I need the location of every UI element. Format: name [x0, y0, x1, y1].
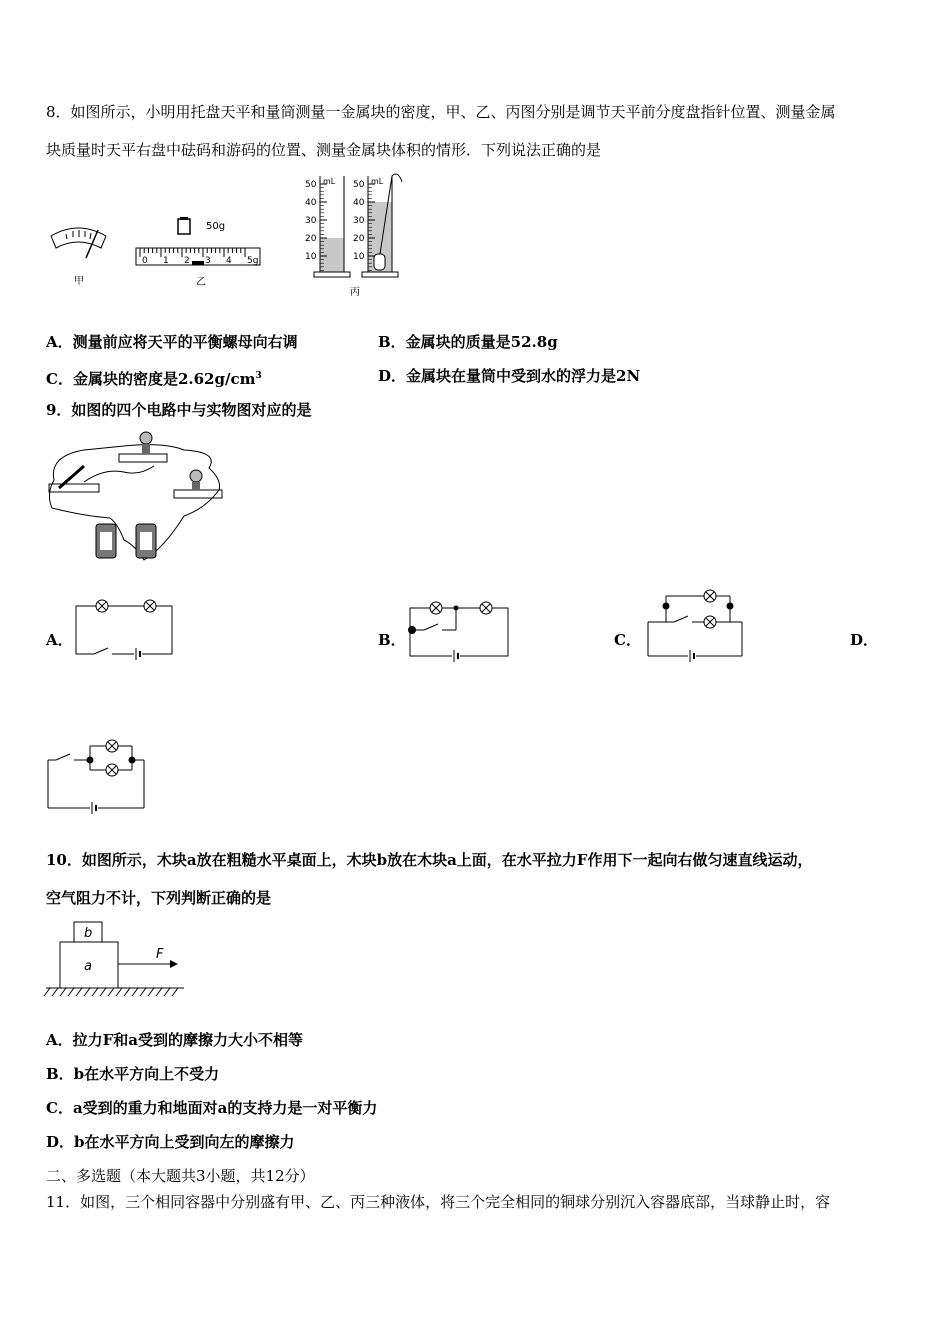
- cylinder-tick-label: 20: [305, 234, 317, 244]
- rider: [192, 261, 204, 265]
- lamp-icon: [430, 602, 442, 614]
- q11-stem-line1: 11．如图，三个相同容器中分别盛有甲、乙、丙三种液体，将三个完全相同的铜球分别沉入容器底部，当球静止时，容: [46, 1193, 831, 1211]
- q9-label-a: A．: [46, 631, 73, 649]
- force-label: F: [156, 947, 164, 962]
- hatch-line: [140, 988, 146, 996]
- q10-option-a: A．拉力F和a受到的摩擦力大小不相等: [46, 1031, 304, 1049]
- hatch-line: [100, 988, 106, 996]
- q9-label-b: B．: [378, 631, 406, 649]
- hatch-line: [172, 988, 178, 996]
- q9-stem: 9．如图的四个电路中与实物图对应的是: [46, 401, 312, 419]
- block-b-label: b: [84, 926, 93, 941]
- scale-tick-label: 3: [205, 256, 211, 266]
- cylinder-tick-label: 50: [305, 180, 317, 190]
- lamp-icon: [106, 764, 118, 776]
- q10-fig-blocks: [44, 918, 189, 1002]
- lamp-icon: [704, 590, 716, 602]
- hatch-line: [44, 988, 50, 996]
- label-jia: 甲: [74, 276, 84, 287]
- cylinder-unit: mL: [323, 177, 336, 186]
- q9-fig-physical-circuit: [44, 428, 234, 568]
- q9-label-d: D．: [850, 631, 879, 649]
- hatch-line: [116, 988, 122, 996]
- q9-circuit-b: [408, 600, 513, 662]
- q10-option-b: B．b在水平方向上不受力: [46, 1065, 220, 1083]
- hatch-line: [148, 988, 154, 996]
- cylinder-tick-label: 40: [353, 198, 365, 208]
- q8-option-c-sup: 3: [255, 371, 262, 381]
- weight-label: 50g: [206, 221, 226, 232]
- scale-tick-label: 5g: [247, 256, 259, 266]
- q10-stem-line1: 10．如图所示，木块a放在粗糙水平桌面上，木块b放在木块a上面，在水平拉力F作用下一起向右做匀速直线运动，: [46, 851, 813, 869]
- hatch-line: [76, 988, 82, 996]
- cylinder-tick-label: 30: [353, 216, 365, 226]
- scale-tick-label: 0: [142, 256, 148, 266]
- hatch-line: [92, 988, 98, 996]
- q8-option-c-text: C．金属块的密度是2.62g/cm: [46, 370, 256, 388]
- q8-fig-cylinders: [300, 172, 420, 302]
- block-a-label: a: [84, 959, 92, 974]
- q10-option-d: D．b在水平方向上受到向左的摩擦力: [46, 1133, 295, 1151]
- hatch-line: [60, 988, 66, 996]
- lamp-icon: [704, 616, 716, 628]
- metal-block: [374, 254, 385, 270]
- lamp-icon: [106, 740, 118, 752]
- q8-option-d: D．金属块在量筒中受到水的浮力是2N: [378, 367, 641, 385]
- q8-option-a: A．测量前应将天平的平衡螺母向右调: [46, 333, 298, 351]
- hatch-line: [108, 988, 114, 996]
- q8-fig-scale: [134, 215, 264, 290]
- ground-hatch: [44, 988, 178, 996]
- q9-label-c: C．: [614, 631, 641, 649]
- cylinder-group: [305, 174, 402, 277]
- hatch-line: [164, 988, 170, 996]
- scale-tick-label: 2: [184, 256, 190, 266]
- cylinder-tick-label: 40: [305, 198, 317, 208]
- q8-stem-line1: 8．如图所示，小明用托盘天平和量筒测量一金属块的密度，甲、乙、丙图分别是调节天平前分度盘指针位置、测量金属: [46, 103, 836, 121]
- cylinder-base: [314, 272, 350, 277]
- lamp-icon: [144, 600, 156, 612]
- q9-circuit-c: [644, 586, 746, 662]
- cylinder-tick-label: 10: [305, 252, 317, 262]
- section-heading: 二、多选题（本大题共3小题，共12分）: [46, 1167, 315, 1185]
- q8-stem-line2: 块质量时天平右盘中砝码和游码的位置、测量金属块体积的情形．下列说法正确的是: [46, 141, 602, 159]
- q8-fig-dial: [46, 222, 116, 292]
- cylinder-tick-label: 20: [353, 234, 365, 244]
- hatch-line: [84, 988, 90, 996]
- cylinder-tick-label: 50: [353, 180, 365, 190]
- q8-option-c: [46, 366, 262, 389]
- cylinder-base: [362, 272, 398, 277]
- scale-tick-label: 4: [226, 256, 232, 266]
- hatch-line: [124, 988, 130, 996]
- scale-tick-label: 1: [163, 256, 169, 266]
- hatch-line: [156, 988, 162, 996]
- cylinder-unit: mL: [371, 177, 384, 186]
- hatch-line: [68, 988, 74, 996]
- hatch-line: [132, 988, 138, 996]
- cylinder-tick-label: 30: [305, 216, 317, 226]
- label-yi: 乙: [196, 277, 206, 288]
- q8-option-b: B．金属块的质量是52.8g: [378, 333, 558, 351]
- q9-circuit-a: [76, 598, 176, 660]
- cylinder-tick-label: 10: [353, 252, 365, 262]
- lamp-icon: [480, 602, 492, 614]
- q10-option-c: C．a受到的重力和地面对a的支持力是一对平衡力: [46, 1099, 378, 1117]
- label-bing: 丙: [350, 287, 360, 298]
- hatch-line: [52, 988, 58, 996]
- lamp-icon: [96, 600, 108, 612]
- q9-circuit-d: [46, 738, 150, 812]
- q10-stem-line2: 空气阻力不计，下列判断正确的是: [46, 889, 272, 907]
